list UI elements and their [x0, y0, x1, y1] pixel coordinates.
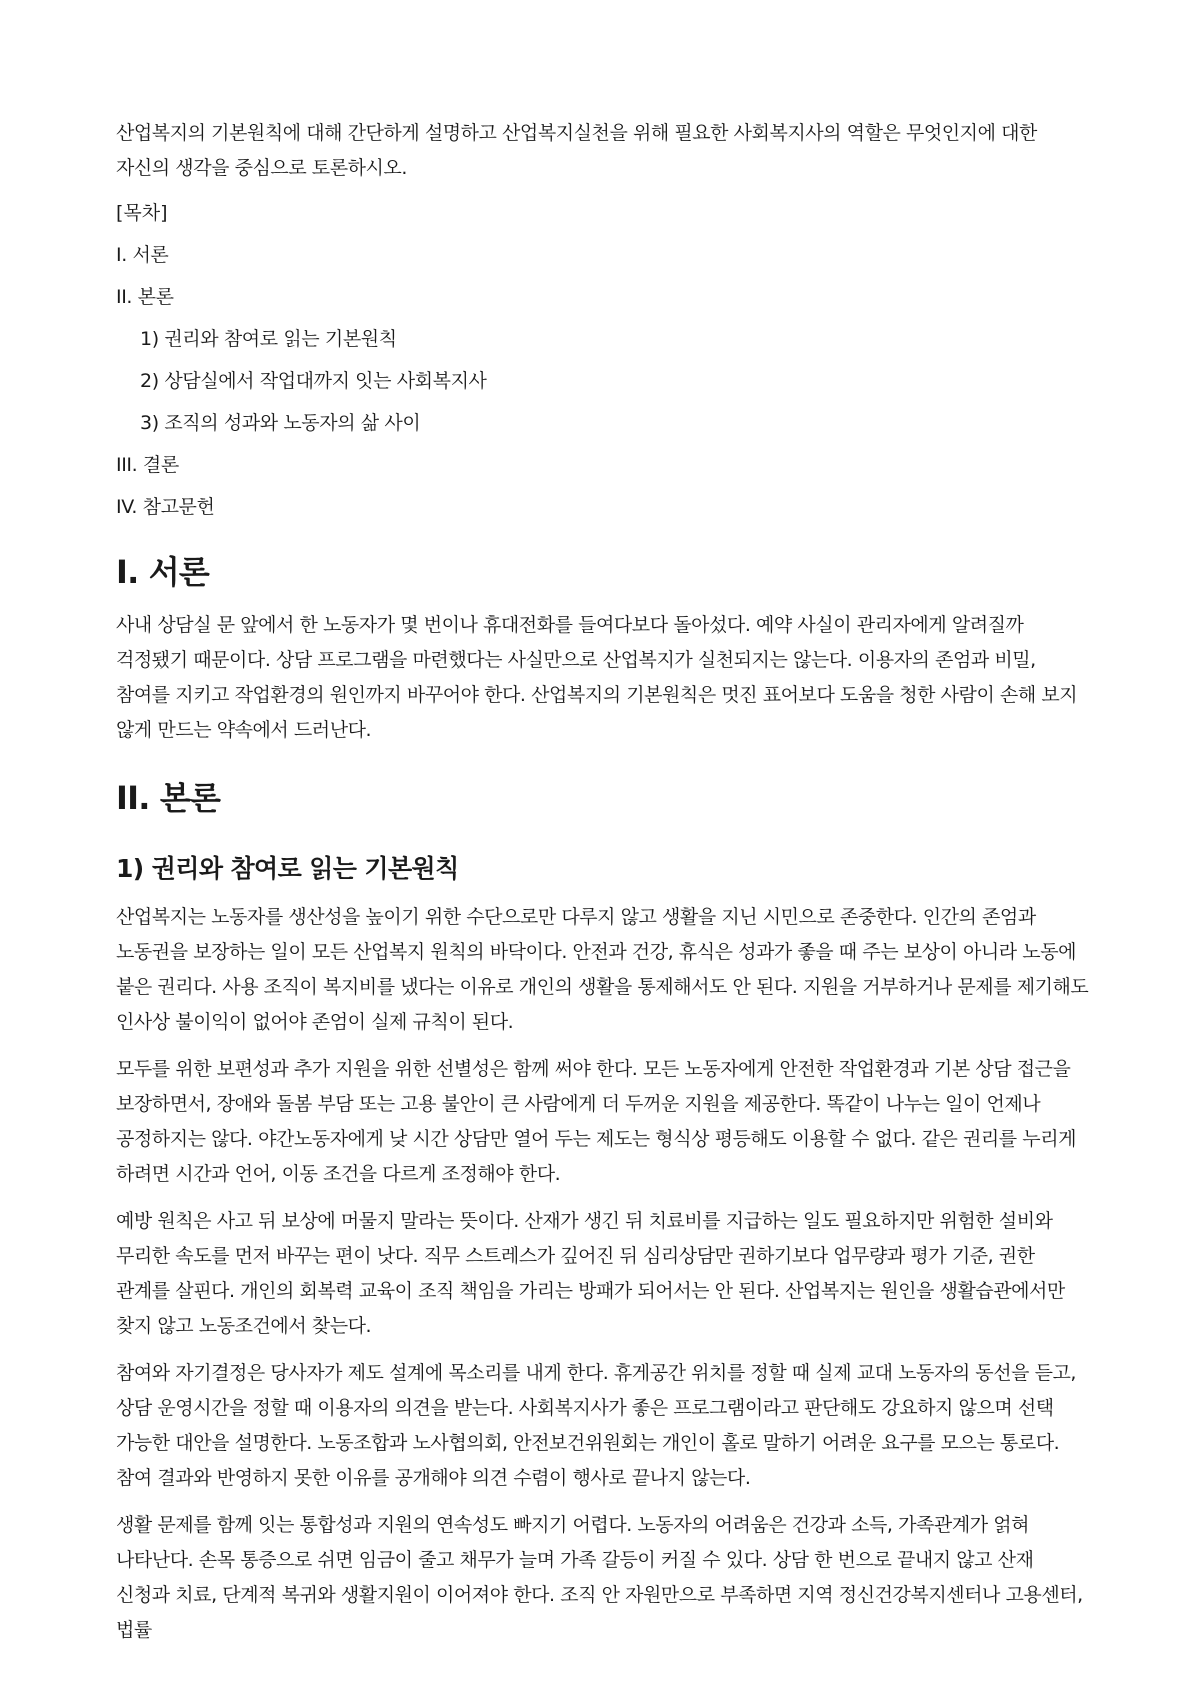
toc-item-intro: I. 서론 [116, 244, 169, 266]
toc-title: [목차] [116, 202, 168, 224]
toc-item-body: II. 본론 [116, 286, 174, 308]
toc-item-references: IV. 참고문헌 [116, 496, 215, 518]
body-heading: II. 본론 [116, 779, 221, 817]
toc-item-sub3: 3) 조직의 성과와 노동자의 삶 사이 [140, 412, 421, 434]
table-of-contents [116, 240, 1090, 522]
body-paragraph: 예방 원칙은 사고 뒤 보상에 머물지 말라는 뜻이다. 산재가 생긴 뒤 치료비를 지급하는 일도 필요하지만 위험한 설비와 무리한 속도를 먼저 바꾸는 편이 낫다. 직무 스트레스가 깊어진 뒤 심리상담만 권하기보다 업무량과 평가 기준, 권한 관계를 살핀다. 개인의 회복력 교육이 조직 책임을 가리는 방패가 되어서는 안 된다. 산업복지는 원인을 생활습관에서만 찾지 않고 노동조건에서 찾는다. [116, 1210, 1065, 1337]
question-text: 산업복지의 기본원칙에 대해 간단하게 설명하고 산업복지실천을 위해 필요한 사회복지사의 역할은 무엇인지에 대한 자신의 생각을 중심으로 토론하시오. [116, 122, 1037, 179]
toc-item-conclusion: III. 결론 [116, 454, 179, 476]
body-paragraph: 산업복지는 노동자를 생산성을 높이기 위한 수단으로만 다루지 않고 생활을 지닌 시민으로 존중한다. 인간의 존엄과 노동권을 보장하는 일이 모든 산업복지 원칙의 바닥이다. 안전과 건강, 휴식은 성과가 좋을 때 주는 보상이 아니라 노동에 붙은 권리다. 사용 조직이 복지비를 냈다는 이유로 개인의 생활을 통제해서도 안 된다. 지원을 거부하거나 문제를 제기해도 인사상 불이익이 없어야 존엄이 실제 규칙이 된다. [116, 906, 1089, 1033]
intro-paragraph: 사내 상담실 문 앞에서 한 노동자가 몇 번이나 휴대전화를 들여다보다 돌아섰다. 예약 사실이 관리자에게 알려질까 걱정됐기 때문이다. 상담 프로그램을 마련했다는 사실만으로 산업복지가 실천되지는 않는다. 이용자의 존엄과 비밀, 참여를 지키고 작업환경의 원인까지 바꾸어야 한다. 산업복지의 기본원칙은 멋진 표어보다 도움을 청한 사람이 손해 보지 않게 만드는 약속에서 드러난다. [116, 614, 1078, 741]
sub1-heading: 1) 권리와 참여로 읽는 기본원칙 [116, 854, 459, 883]
body-paragraph: 생활 문제를 함께 잇는 통합성과 지원의 연속성도 빠지기 어렵다. 노동자의 어려움은 건강과 소득, 가족관계가 얽혀 나타난다. 손목 통증으로 쉬면 임금이 줄고 채무가 늘며 가족 갈등이 커질 수 있다. 상담 한 번으로 끝내지 않고 산재 신청과 치료, 단계적 복귀와 생활지원이 이어져야 한다. 조직 안 자원만으로 부족하면 지역 정신건강복지센터나 고용센터, 법률 [116, 1514, 1083, 1641]
body-paragraph: 모두를 위한 보편성과 추가 지원을 위한 선별성은 함께 써야 한다. 모든 노동자에게 안전한 작업환경과 기본 상담 접근을 보장하면서, 장애와 돌봄 부담 또는 고용 불안이 큰 사람에게 더 두꺼운 지원을 제공한다. 똑같이 나누는 일이 언제나 공정하지는 않다. 야간노동자에게 낮 시간 상담만 열어 두는 제도는 형식상 평등해도 이용할 수 없다. 같은 권리를 누리게 하려면 시간과 언어, 이동 조건을 다르게 조정해야 한다. [116, 1058, 1077, 1185]
intro-heading: I. 서론 [116, 553, 210, 591]
toc-item-sub2: 2) 상담실에서 작업대까지 잇는 사회복지사 [140, 370, 487, 392]
body-paragraph: 참여와 자기결정은 당사자가 제도 설계에 목소리를 내게 한다. 휴게공간 위치를 정할 때 실제 교대 노동자의 동선을 듣고, 상담 운영시간을 정할 때 이용자의 의견을 받는다. 사회복지사가 좋은 프로그램이라고 판단해도 강요하지 않으며 선택 가능한 대안을 설명한다. 노동조합과 노사협의회, 안전보건위원회는 개인이 홀로 말하기 어려운 요구를 모으는 통로다. 참여 결과와 반영하지 못한 이유를 공개해야 의견 수렴이 행사로 끝나지 않는다. [116, 1362, 1077, 1489]
toc-item-sub1: 1) 권리와 참여로 읽는 기본원칙 [140, 328, 397, 350]
